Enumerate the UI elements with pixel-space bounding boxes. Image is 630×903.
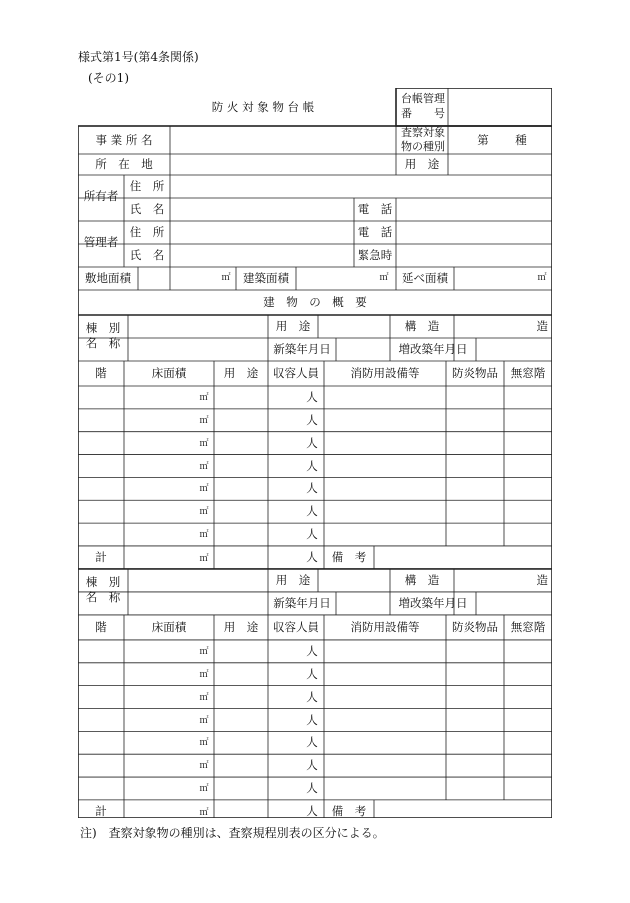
form-subtitle: (その1) [88,71,129,85]
unit-m2: ㎡ [199,507,209,518]
unit-people: 人 [306,803,318,818]
column-header: 階 [95,366,107,380]
unit-people: 人 [306,666,318,681]
column-header: 用 途 [223,619,259,634]
unit-m2: ㎡ [199,692,209,703]
unit-m2: ㎡ [199,669,209,680]
label-renovation-date: 増改築年月日 [398,595,468,610]
column-header: 床面積 [151,619,187,634]
label-emergency: 緊急時 [357,248,393,262]
ledger-no-label: 台帳管理 [401,92,445,105]
footnote: 注) 査察対象物の種別は、査察規程別表の区分による。 [80,826,385,840]
ledger-title: 防 火 対 象 物 台 帳 [211,100,315,114]
label-site-area: 敷地面積 [85,271,131,285]
unit-m2: ㎡ [379,273,389,283]
label-business-name: 事 業 所 名 [95,133,153,147]
unit-m2: ㎡ [199,415,209,426]
label-total: 計 [95,549,107,564]
label-structure-suffix: 造 [536,319,548,333]
label-type-dai: 第 [477,133,489,147]
unit-people: 人 [306,689,318,704]
label-owner-name: 氏 名 [129,202,165,216]
label-total-floor-area: 延べ面積 [402,271,448,285]
label-building-name: 名 称 [85,336,121,350]
label-building-name: 名 称 [85,589,121,604]
label-owner-phone: 電 話 [357,202,393,216]
ledger-form [78,88,552,818]
unit-people: 人 [306,481,318,496]
column-header: 収容人員 [273,619,319,634]
unit-m2: ㎡ [221,273,231,283]
label-manager: 管理者 [83,235,119,249]
column-header: 用 途 [223,366,259,380]
unit-m2: ㎡ [199,461,209,472]
ledger-no-label: 番 号 [401,107,445,120]
unit-people: 人 [306,712,318,727]
label-new-construction-date: 新築年月日 [273,342,331,356]
label-building-name: 棟 別 [85,574,121,589]
unit-m2: ㎡ [199,715,209,726]
column-header: 消防用設備等 [350,619,420,634]
label-structure: 構 造 [404,319,440,333]
column-header: 無窓階 [510,619,546,634]
unit-m2: ㎡ [199,738,209,749]
label-manager-address: 住 所 [129,225,165,239]
label-type-shu: 種 [515,133,527,147]
label-total: 計 [95,803,107,818]
unit-people: 人 [306,458,318,473]
label-owner: 所有者 [83,189,119,203]
label-building-area: 建築面積 [243,271,289,285]
label-renovation-date: 増改築年月日 [398,342,468,356]
unit-people: 人 [306,435,318,450]
column-header: 収容人員 [273,366,319,380]
label-structure-suffix: 造 [536,572,548,587]
unit-m2: ㎡ [537,273,547,283]
label-manager-phone: 電 話 [357,225,393,239]
label-inspection-type: 物の種別 [401,140,445,153]
label-remarks: 備 考 [331,549,367,564]
unit-m2: ㎡ [199,784,209,795]
unit-m2: ㎡ [199,553,209,564]
unit-m2: ㎡ [199,646,209,657]
form-grid-lines [78,88,552,818]
column-header: 防炎物品 [452,619,498,634]
unit-people: 人 [306,549,318,564]
unit-people: 人 [306,390,318,404]
column-header: 無窓階 [510,366,546,380]
unit-people: 人 [306,781,318,796]
unit-m2: ㎡ [199,807,209,818]
label-structure: 構 造 [404,572,440,587]
unit-people: 人 [306,412,318,427]
label-building-use: 用 途 [275,319,311,333]
unit-m2: ㎡ [199,530,209,541]
label-building-overview: 建 物 の 概 要 [263,295,367,309]
label-remarks: 備 考 [331,803,367,818]
unit-m2: ㎡ [199,438,209,449]
label-manager-name: 氏 名 [129,248,165,262]
label-location: 所 在 地 [95,157,153,171]
label-inspection-type: 査察対象 [401,126,445,139]
unit-people: 人 [306,504,318,519]
unit-people: 人 [306,758,318,773]
form-number: 様式第1号(第4条関係) [78,50,199,64]
unit-m2: ㎡ [199,393,209,403]
column-header: 床面積 [151,366,187,380]
unit-m2: ㎡ [199,484,209,495]
column-header: 防炎物品 [452,366,498,380]
label-building-use: 用 途 [275,572,311,587]
label-new-construction-date: 新築年月日 [273,595,331,610]
unit-people: 人 [306,527,318,542]
label-building-name: 棟 別 [85,321,121,335]
label-owner-address: 住 所 [129,179,165,193]
column-header: 階 [95,619,107,634]
unit-m2: ㎡ [199,761,209,772]
label-use: 用 途 [404,157,440,171]
unit-people: 人 [306,643,318,658]
column-header: 消防用設備等 [350,366,420,380]
unit-people: 人 [306,735,318,750]
